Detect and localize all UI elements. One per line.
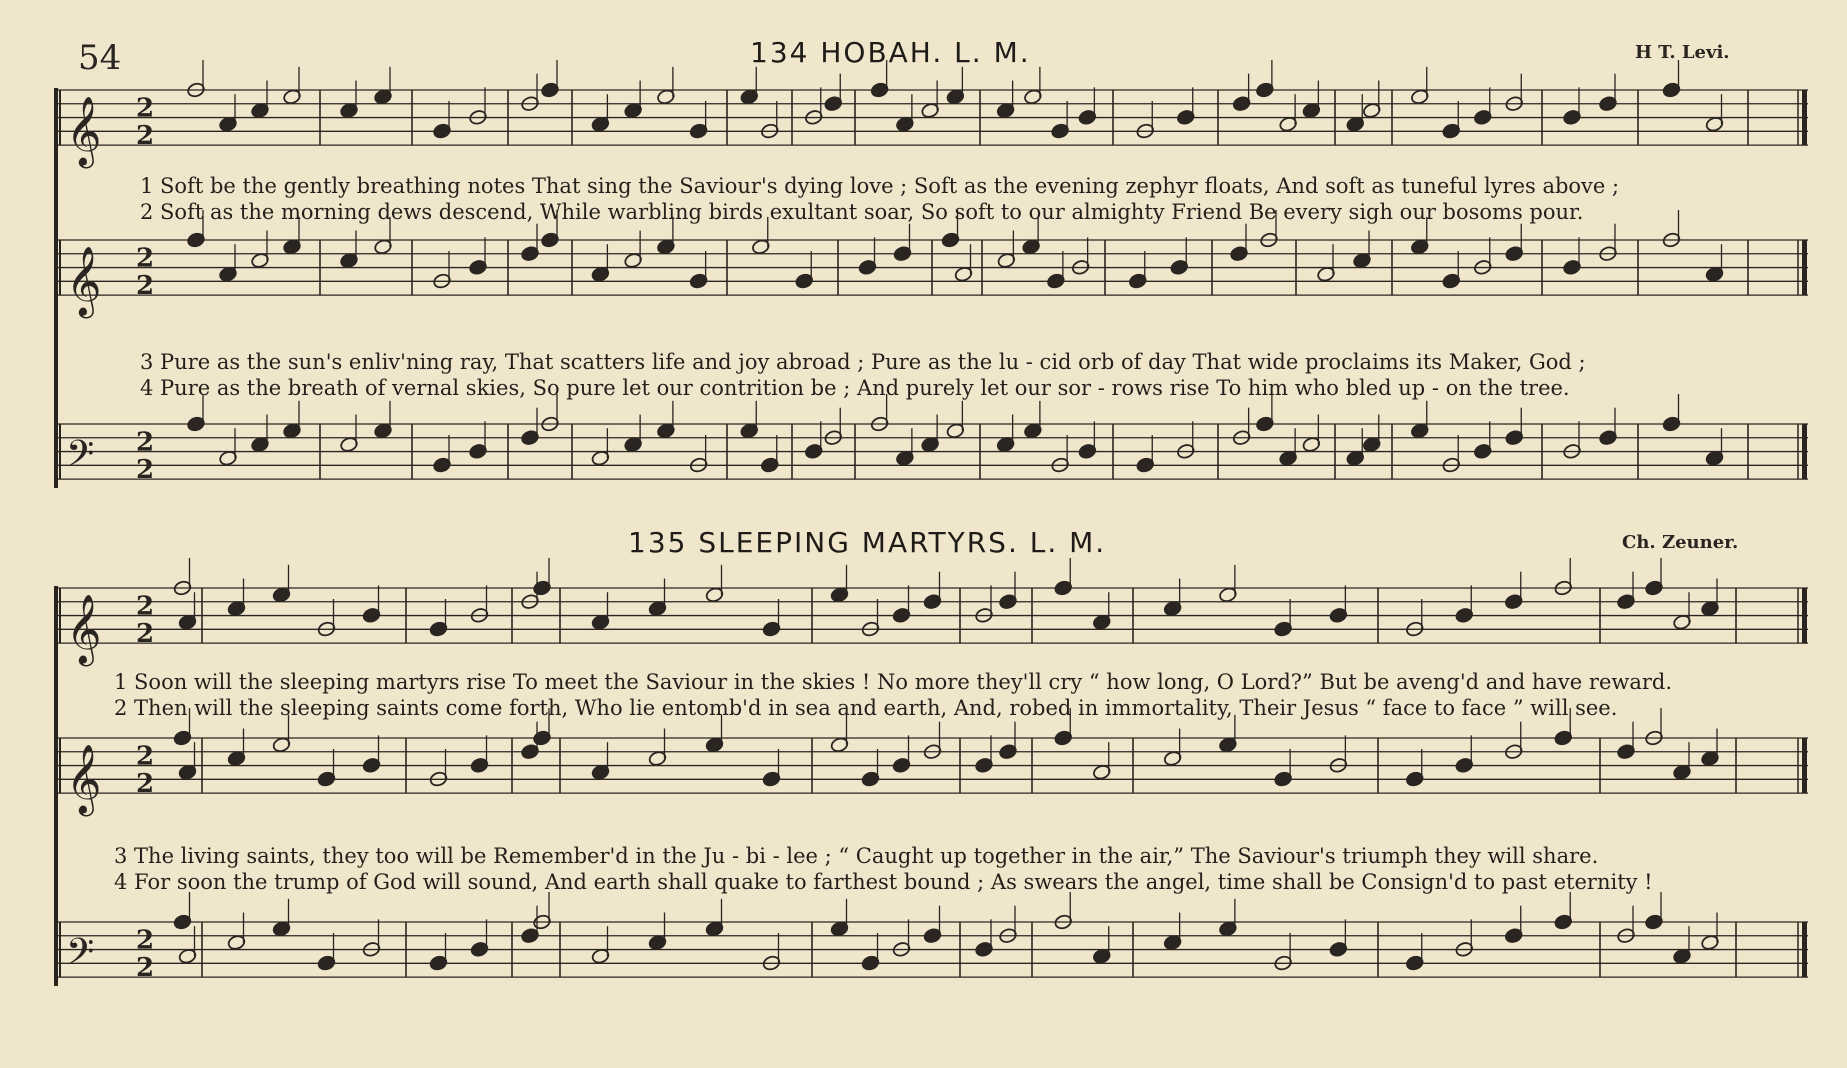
composer-135: Ch. Zeuner. [1622, 532, 1739, 553]
hymn-title-134: 134 HOBAH. L. M. [750, 36, 1031, 69]
hymn-134-verse-1: 1 Soft be the gently breathing notes That sing the Saviour's dying love ; Soft as the evening zephyr floats, And soft as tuneful lyres above ; [140, 174, 1620, 198]
final-bar-thick [1802, 240, 1807, 295]
hymn-135-verse-3: 3 The living saints, they too will be Remember'd in the Ju - bi - lee ; “ Caught up together in the air,” The Saviour's triumph they will share. [114, 844, 1599, 868]
composer-134: H T. Levi. [1635, 42, 1730, 63]
time-signature-top: 2 [136, 741, 155, 772]
hymn-135-verse-4: 4 For soon the trump of God will sound, And earth shall quake to farthest bound ; As swears the angel, time shall be Consign'd to past eternity ! [114, 870, 1653, 894]
system-bracket-134 [54, 88, 58, 488]
final-bar-thick [1802, 738, 1807, 793]
treble-clef-icon: 𝄞 [66, 246, 102, 317]
bass-clef-icon: 𝄢 [66, 931, 95, 983]
page-number: 54 [78, 38, 122, 78]
treble-clef-icon: 𝄞 [66, 744, 102, 815]
hymn-134-verse-2: 2 Soft as the morning dews descend, While warbling birds exultant soar, So soft to our almighty Friend Be every sigh our bosoms pour. [140, 200, 1584, 224]
system-bracket-135 [54, 586, 58, 986]
hymn-title-135: 135 SLEEPING MARTYRS. L. M. [628, 526, 1107, 559]
hymn-135-verse-2: 2 Then will the sleeping saints come forth, Who lie entomb'd in sea and earth, And, robed in immortality, Their Jesus “ face to face ” will see. [114, 696, 1618, 720]
final-bar-thick [1802, 424, 1807, 479]
hymn-134-verse-4: 4 Pure as the breath of vernal skies, So pure let our contrition be ; And purely let our sor - rows rise To him who bled up - on the tree. [140, 376, 1570, 400]
time-signature-bottom: 2 [136, 768, 155, 799]
time-signature-bottom: 2 [136, 618, 155, 649]
final-bar-thick [1802, 90, 1807, 145]
time-signature-top: 2 [136, 243, 155, 274]
treble-clef-icon: 𝄞 [66, 96, 102, 167]
time-signature-bottom: 2 [136, 454, 155, 485]
bass-clef-icon: 𝄢 [66, 433, 95, 485]
time-signature-bottom: 2 [136, 270, 155, 301]
time-signature-bottom: 2 [136, 120, 155, 151]
time-signature-top: 2 [136, 925, 155, 956]
hymn-135-verse-1: 1 Soon will the sleeping martyrs rise To meet the Saviour in the skies ! No more they'll cry “ how long, O Lord?” But be aveng'd and have reward. [114, 670, 1673, 694]
hymn-134-verse-3: 3 Pure as the sun's enliv'ning ray, That scatters life and joy abroad ; Pure as the lu - cid orb of day That wide proclaims its Maker, God ; [140, 350, 1586, 374]
time-signature-top: 2 [136, 427, 155, 458]
final-bar-thick [1802, 922, 1807, 977]
time-signature-bottom: 2 [136, 952, 155, 983]
time-signature-top: 2 [136, 93, 155, 124]
time-signature-top: 2 [136, 591, 155, 622]
treble-clef-icon: 𝄞 [66, 594, 102, 665]
final-bar-thick [1802, 588, 1807, 643]
